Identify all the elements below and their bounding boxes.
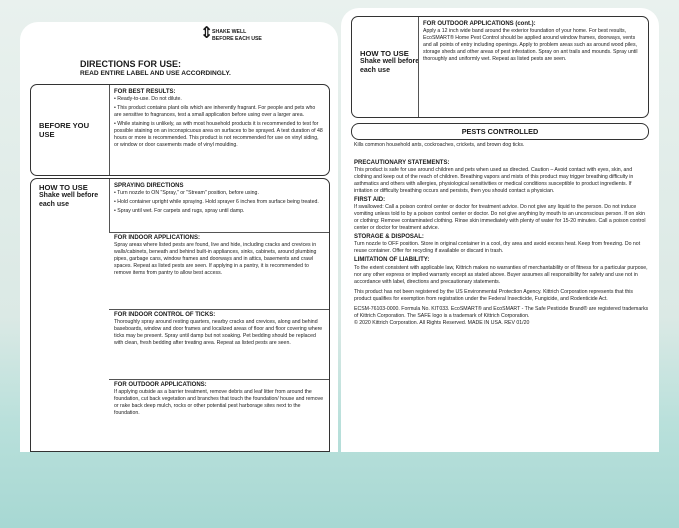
spraying-directions-title: SPRAYING DIRECTIONS [114, 183, 184, 189]
how-to-use-label: HOW TO USE [360, 49, 409, 58]
how-to-use-label-group [360, 49, 420, 76]
trademark-footer: ECSM-76103-0000. Formula No. KIT033. EcoSMART® and EcoSMART - The Safe Pesticide Brand® are registered trademarks of Kittrich Corporation. The SAFE logo is a trademark of Kittrich Corporation. [354, 305, 649, 319]
best-results-item: • Ready-to-use. Do not dilute. [114, 96, 182, 102]
liability-title: LIMITATION OF LIABILITY: [354, 257, 430, 264]
divider [418, 17, 419, 117]
spraying-step: • Hold container upright while spraying. Hold sprayer 6 inches from surface being treated. [114, 199, 319, 206]
shake-well-note: Shake well before each use [360, 58, 420, 75]
precautionary-text: This product is safe for use around children and pets when used as directed. Caution – Avoid contact with eyes, skin, and clothing and keep out of the reach of children. Breathing vapors and mists of this product may trigger breathing difficulty in asthmatics and others with allergies, physiological sensitivities or medical conditions susceptible to product ingredients. If irritation or difficulty breathing occurs and persists, then you should contact a physician. [354, 167, 634, 195]
divider [109, 85, 110, 175]
ticks-text: Thoroughly spray around resting quarters, nearby cracks and crevices, along and behind baseboards, window and door frames and localized areas of floor and floor covering where ticks may be present. Spray until damp but not soaking. Pet bedding should be replaced with clean, fresh bedding after treating area. Repeat as listed pests are seen. [114, 319, 323, 347]
directions-heading: DIRECTIONS FOR USE: [80, 59, 182, 69]
before-you-use-label: BEFORE YOU USE [39, 121, 90, 140]
storage-text: Turn nozzle to OFF position. Store in original container in a cool, dry area and avoid excess heat. Keep from freezing. Do not reuse container. Offer for recycling if available or discard in trash. [354, 241, 641, 255]
indoor-title: FOR INDOOR APPLICATIONS: [114, 235, 200, 241]
copyright-footer: © 2020 Kittrich Corporation. All Rights Reserved. MADE IN USA. REV 01/20 [354, 319, 530, 326]
spraying-step: • Turn nozzle to ON "Spray," or "Stream" position, before using. [114, 190, 259, 196]
liability-text: To the extent consistent with applicable law, Kittrich makes no warranties of merchantability or of fitness for a particular purpose, nor any other express or implied warranty except as stated above. Buyer assumes all responsibility for safety and use not in accordance with label, directions and precautionary statements. [354, 264, 648, 285]
shake-well-text: SHAKE WELL BEFORE EACH USE [212, 29, 262, 43]
indoor-text: Spray areas where listed pests are found, live and hide, including cracks and crevices in walls/cabinets, beneath and behind built-in appliances, sinks, cabinets, around plumbing pipes, garbage cans, window frames and doorways and in attics, basements and crawl spaces. Repeat as listed pests are seen. If applying in a pantry, it is recommended to remove items from pantry to allow best access. [114, 242, 317, 277]
indoor-section [109, 232, 329, 277]
outdoor-title: FOR OUTDOOR APPLICATIONS: [114, 382, 207, 388]
outdoor-cont-text: Apply a 12 inch wide band around the exterior foundation of your home. For best results, EcoSMART® Home Pest Control should be applied around window frames, doorways, vents and all points of entry including openings. Apply to problem areas such as around wood piles, storage sheds and other areas of pest infestation. Spray on ant trails and mounds. Spray until thoroughly and uniformly wet. Repeat as listed pests are seen. [423, 28, 638, 63]
right-label-panel [341, 8, 659, 452]
how-to-use-label: HOW TO USE [39, 183, 88, 192]
storage-title: STORAGE & DISPOSAL: [354, 234, 424, 241]
up-down-arrow-icon: ⇕ [200, 25, 214, 42]
how-to-use-box [30, 178, 330, 452]
left-label-panel [20, 22, 338, 452]
first-aid-text: If swallowed: Call a poison control center or doctor for treatment advice. Do not give any liquid to the person. Do not induce vomiting unless told to by a poison control center or doctor. Do not give anything by mouth to an unconscious person. If on skin or clothing: Remove contaminated clothing. Rinse skin immediately with plenty of water for 15-20 minutes. Call a poison control center or doctor for treatment advice. [354, 204, 646, 232]
precautionary-section [354, 159, 649, 327]
best-results-section [114, 87, 324, 151]
spraying-directions-text [114, 190, 324, 215]
before-you-use-box [30, 84, 330, 176]
ticks-section [109, 309, 329, 347]
precautionary-title: PRECAUTIONARY STATEMENTS: [354, 160, 450, 166]
outdoor-section [109, 379, 329, 417]
how-to-use-label-group [39, 183, 101, 210]
outdoor-text: If applying outside as a barrier treatment, remove debris and leaf litter from around the foundation, cut back vegetation and branches that touch the foundation/ house and remove or rake back deep mulch, rocks or other potential pest harborage sites next to the foundation. [114, 389, 324, 417]
divider [109, 179, 110, 232]
shake-well-note: Shake well before each use [39, 192, 99, 209]
best-results-item: • This product contains plant oils which are inherently fragrant. For people and pets who are sensitive to fragrances, test a small application before using over a larger area. [114, 105, 316, 119]
pests-controlled-banner: PESTS CONTROLLED [351, 123, 649, 140]
directions-subheading: READ ENTIRE LABEL AND USE ACCORDINGLY. [80, 69, 231, 77]
spraying-directions-section [114, 181, 324, 217]
directions-title [80, 59, 231, 78]
ticks-title: FOR INDOOR CONTROL OF TICKS: [114, 312, 216, 318]
registration-text: This product has not been registered by the US Environmental Protection Agency. Kittrich Corporation represents that this product qualifies for exemption from registration under the Federal Insecticide, Fungicide, and Rodenticide Act. [354, 288, 634, 302]
pests-controlled-text: Kills common household ants, cockroaches, crickets, and brown dog ticks. [354, 142, 525, 148]
first-aid-title: FIRST AID: [354, 197, 386, 204]
outdoor-cont-box [351, 16, 649, 118]
best-results-title: FOR BEST RESULTS: [114, 89, 176, 95]
best-results-text [114, 96, 324, 149]
outdoor-cont-section [423, 19, 643, 63]
outdoor-cont-title: FOR OUTDOOR APPLICATIONS (cont.): [423, 21, 536, 27]
spraying-step: • Spray until wet. For carpets and rugs, spray until damp. [114, 208, 245, 215]
best-results-item: • While staining is unlikely, as with most household products it is recommended to test for possible staining on an inconspicuous area on surfaces to be sprayed. A test duration of 48 hours or more is recommended. This product is not recommended for use on vinyl siding, or window or door casements made of vinyl moulding. [114, 121, 323, 149]
